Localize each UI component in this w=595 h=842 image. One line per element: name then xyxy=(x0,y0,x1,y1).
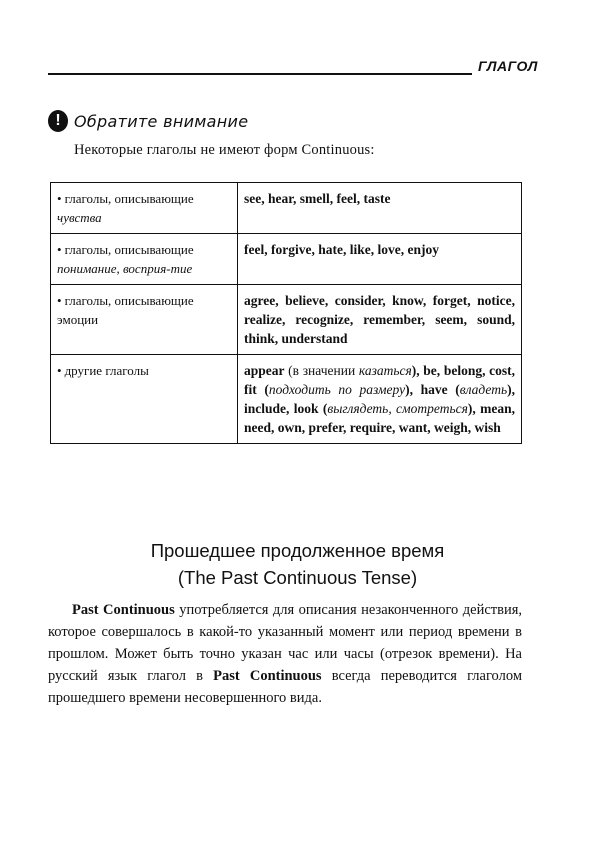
notice-title: Обратите внимание xyxy=(74,111,249,131)
section-title-ru: Прошедшее продолженное время xyxy=(150,540,445,561)
category-cell xyxy=(51,355,238,444)
category-cell xyxy=(51,234,238,285)
category-cell xyxy=(51,285,238,355)
header-rule xyxy=(48,73,472,75)
category-cell xyxy=(51,183,238,234)
section-title-en: (The Past Continuous Tense) xyxy=(177,567,418,588)
paragraph-text: употребляется для описания незаконченного действия, которое совершалось в какой-то указанный момент или период времени в прошлом. Может быть точно указан час или часы (отрезок времени). На русский язык глагол в xyxy=(48,602,522,684)
exclamation-icon: ! xyxy=(48,110,68,132)
verbs-text: ), have ( xyxy=(405,382,460,397)
notice-heading xyxy=(48,110,248,132)
category-italic: понимание, восприя-тие xyxy=(57,261,193,276)
category-text: глаголы, описывающие эмоции xyxy=(57,293,194,327)
category-text: другие глаголы xyxy=(64,363,149,378)
gloss-text: (в значении xyxy=(284,363,359,378)
gloss-italic: подходить по размеру xyxy=(268,382,406,397)
gloss-italic: выглядеть, смотреться xyxy=(327,401,468,416)
table-row xyxy=(51,234,522,285)
verbs-text: ), include, look ( xyxy=(244,382,515,416)
verb-appear: appear xyxy=(244,363,285,378)
verbs-text: ), mean, need, own, prefer, require, want, weigh, wish xyxy=(244,401,515,435)
table-row xyxy=(51,285,522,355)
gloss-italic: владеть xyxy=(459,382,508,397)
bullet: • xyxy=(57,191,62,206)
category-text: глаголы, описывающие xyxy=(64,242,194,257)
bullet: • xyxy=(57,242,62,257)
table-row xyxy=(51,355,522,444)
examples-cell: see, hear, smell, feel, taste xyxy=(238,183,522,234)
category-text: глаголы, описывающие xyxy=(64,191,194,206)
paragraph-text: всегда переводится глаголом прошедшего времени несовершенного вида. xyxy=(48,668,522,706)
verbs-text: ), be, belong, cost, fit ( xyxy=(244,363,515,397)
category-italic: чувства xyxy=(57,210,102,225)
term-past-continuous: Past Continuous xyxy=(72,602,175,618)
bullet: • xyxy=(57,293,62,308)
examples-cell: agree, believe, consider, know, forget, notice, realize, recognize, remember, seem, sound, think, understand xyxy=(238,285,522,355)
verb-table xyxy=(50,182,522,444)
term-past-continuous: Past Continuous xyxy=(213,668,322,684)
examples-cell xyxy=(238,355,522,444)
notice-intro: Некоторые глаголы не имеют форм Continuous: xyxy=(74,142,375,158)
bullet: • xyxy=(57,363,62,378)
table-row xyxy=(51,183,522,234)
body-paragraph xyxy=(48,599,522,709)
examples-cell: feel, forgive, hate, like, love, enjoy xyxy=(238,234,522,285)
gloss-italic: казаться xyxy=(358,363,412,378)
running-head: ГЛАГОЛ xyxy=(478,58,538,74)
